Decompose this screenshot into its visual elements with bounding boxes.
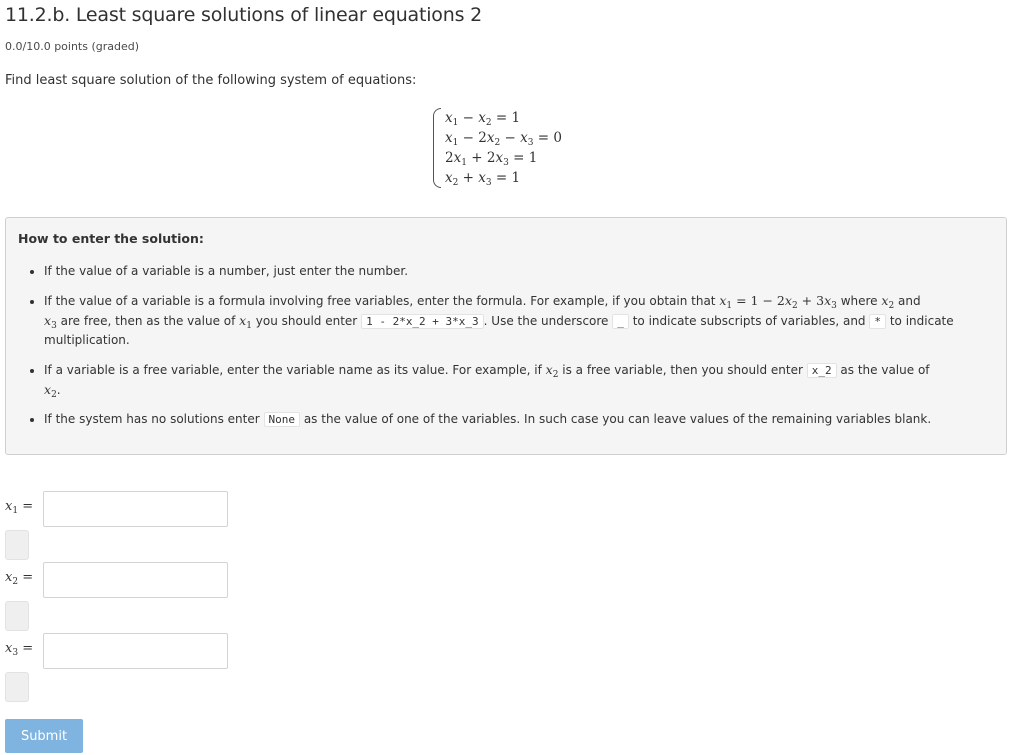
help-item-no-solution: • If the system has no solutions enter None as the value of one of the variables. In such case you can leave values of the remaining variables blank. [44, 410, 993, 429]
var-x2-ref: $x_2$ [881, 293, 895, 311]
submit-button[interactable]: Submit [5, 719, 83, 753]
example-code-x2: x_2 [807, 363, 837, 378]
x1-input[interactable] [43, 491, 228, 527]
problem-prompt: Find least square solution of the following system of equations: [5, 73, 417, 88]
equation-1: $x_1 - x_2 = 1$ [445, 110, 521, 128]
help-item-number: • If the value of a variable is a number, just enter the number. [44, 262, 993, 281]
help-panel [5, 217, 1007, 455]
underscore-code: _ [612, 314, 629, 329]
equation-system [433, 108, 562, 188]
var-x2-ref-3: $x_2$ [44, 382, 57, 400]
var-x3-ref: $x_3$ [44, 313, 57, 331]
help-item-formula: • If the value of a variable is a formula involving free variables, enter the formula. For example, if you obtain that $x_1 = 1 - 2x_2 + 3x_3$ where $x_2$ and $x_3$ are free, then as the value of $x_1$ you should enter 1 - 2*x_2 + 3*x_3 . Use the underscore _ to indicate subscripts of variables, and * to indicate multiplication. [44, 291, 993, 350]
equation-list [445, 108, 562, 188]
x3-input[interactable] [43, 633, 228, 669]
x2-label: $x_2$ = [5, 570, 34, 587]
x2-input[interactable] [43, 562, 228, 598]
none-code: None [264, 412, 301, 427]
problem-title: 11.2.b. Least square solutions of linear equations 2 [5, 4, 482, 26]
help-title: How to enter the solution: [18, 231, 204, 246]
help-item-free-variable: • If a variable is a free variable, enter the variable name as its value. For example, if $x_2$ is a free variable, then you should enter x_2 as the value of $x_2$. [44, 360, 993, 400]
star-code: * [869, 314, 886, 329]
example-code-formula: 1 - 2*x_2 + 3*x_3 [361, 314, 484, 329]
help-list [18, 262, 993, 439]
equation-3: $2x_1 + 2x_3 = 1$ [445, 150, 538, 168]
var-x2-ref-2: $x_2$ [545, 362, 559, 380]
x3-label: $x_3$ = [5, 641, 34, 658]
points-status: 0.0/10.0 points (graded) [5, 40, 140, 53]
x1-label: $x_1$ = [5, 499, 34, 516]
x3-status-indicator [5, 672, 29, 702]
equation-4: $x_2 + x_3 = 1$ [445, 170, 521, 188]
x1-status-indicator [5, 530, 29, 560]
left-brace [433, 108, 441, 188]
equation-2: $x_1 - 2x_2 - x_3 = 0$ [445, 130, 562, 148]
example-formula: $x_1 = 1 - 2x_2 + 3x_3$ [719, 293, 837, 311]
var-x1-ref: $x_1$ [239, 313, 252, 331]
x2-status-indicator [5, 601, 29, 631]
